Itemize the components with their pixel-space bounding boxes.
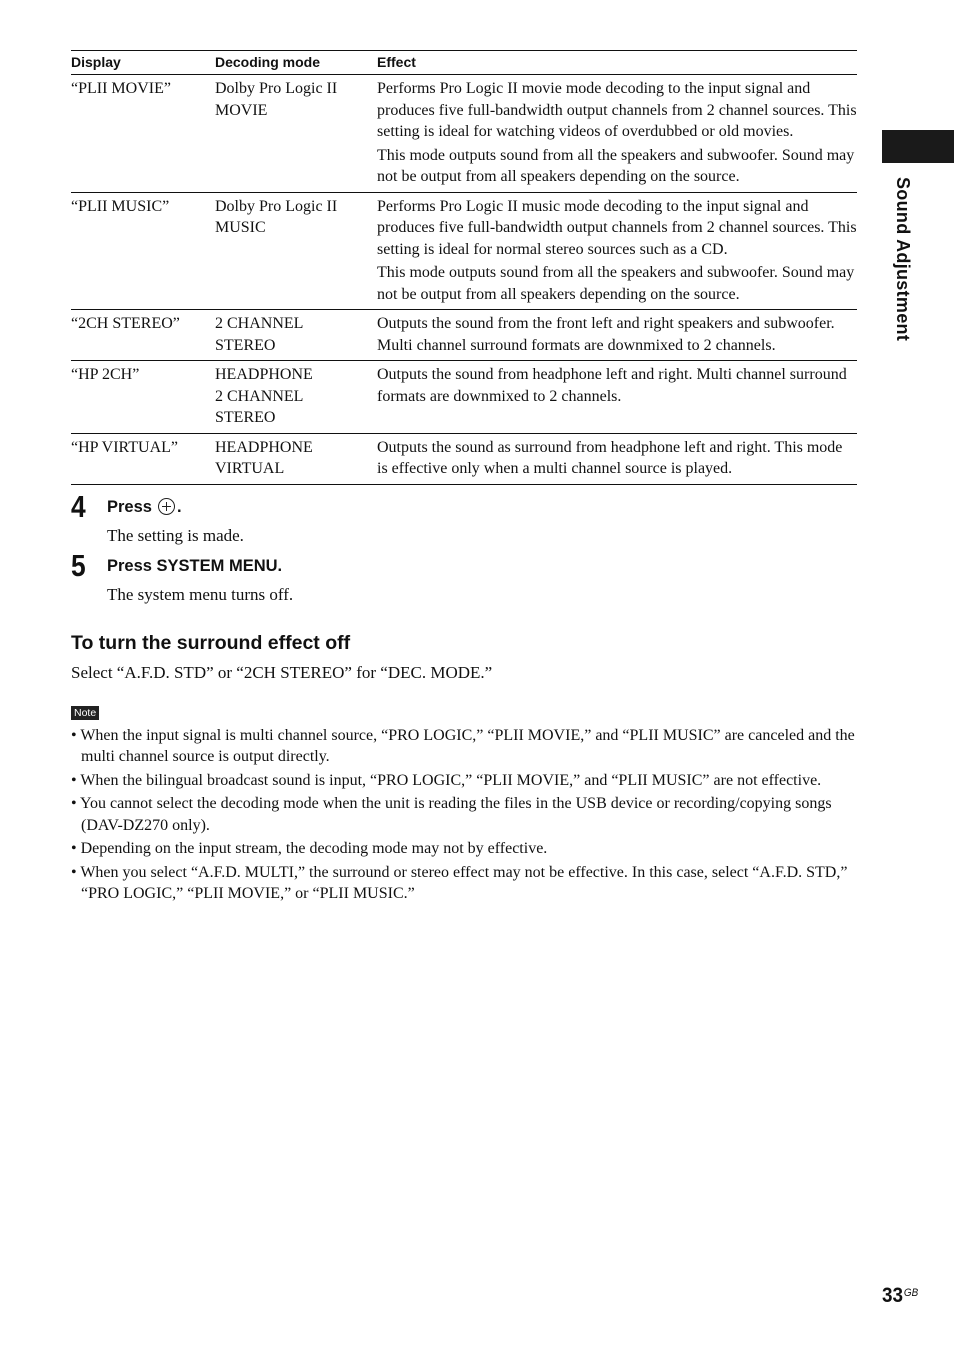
step-description: The system menu turns off. [107,584,294,604]
decoding-mode-table [71,50,857,485]
step-title-text: Press [107,497,152,516]
step-number: 5 [71,547,86,583]
effect-text: This mode outputs sound from all the speakers and subwoofer. Sound may not be output from all speakers depending on the source. [377,146,855,185]
mode-line: 2 CHANNEL [215,387,304,405]
cell-mode [215,192,377,310]
list-item: • Depending on the input stream, the decoding mode may not by effective. [71,838,857,860]
header-decoding-mode: Decoding mode [215,51,377,75]
list-item: • When the bilingual broadcast sound is input, “PRO LOGIC,” “PLII MOVIE,” and “PLII MUSIC” are not effective. [71,770,857,792]
page-number-value: 33 [882,1284,904,1307]
list-item: • When you select “A.F.D. MULTI,” the surround or stereo effect may not be effective. In this case, select “A.F.D. STD,” “PRO LOGIC,” “PLII MOVIE,” or “PLII MUSIC.” [71,862,857,905]
effect-text: Performs Pro Logic II movie mode decoding to the input signal and produces five full-bandwidth output channels from 2 channel sources. This setting is ideal for watching videos of overdubbed or old movies. [377,80,857,140]
step-description: The setting is made. [107,525,244,545]
mode-line: STEREO [215,409,276,426]
cell-display: “PLII MUSIC” [71,192,215,310]
cell-effect [377,192,857,310]
effect-text: Performs Pro Logic II music mode decoding to the input signal and produces five full-bandwidth output channels from 2 channel sources. This setting is ideal for normal stereo sources such as a CD. [377,197,857,258]
mode-line: HEADPHONE [215,438,313,456]
mode-line: Dolby Pro Logic II [215,80,338,97]
header-display: Display [71,51,215,75]
step-number: 4 [71,488,86,524]
mode-line: Dolby Pro Logic II [215,197,338,215]
cell-display: “HP 2CH” [71,361,215,434]
note-badge: Note [71,706,99,720]
table-row [71,192,857,310]
table-row [71,433,857,484]
mode-line: 2 CHANNEL [215,315,304,332]
mode-line: STEREO [215,336,276,354]
list-item: • When the input signal is multi channel source, “PRO LOGIC,” “PLII MOVIE,” and “PLII MUSIC” are canceled and the multi channel source is output directly. [71,725,857,768]
effect-text: This mode outputs sound from all the speakers and subwoofer. Sound may not be output from all speakers depending on the source. [377,264,855,303]
cell-mode [215,361,377,434]
note-list [71,725,857,905]
cell-display: “HP VIRTUAL” [71,433,215,484]
list-item: • You cannot select the decoding mode when the unit is reading the files in the USB device or recording/copying songs (DAV-DZ270 only). [71,793,857,836]
table-row [71,310,857,361]
table-row [71,361,857,434]
effect-text: Outputs the sound from the front left and right speakers and subwoofer. Multi channel surround formats are downmixed to 2 channels. [377,315,835,354]
mode-line: MUSIC [215,219,266,236]
header-effect: Effect [377,51,857,75]
page-content [71,50,857,907]
effect-text: Outputs the sound from headphone left and right. Multi channel surround formats are downmixed to 2 channels. [377,366,847,405]
table-row [71,75,857,193]
cell-effect [377,310,857,361]
cell-effect [377,361,857,434]
cell-mode [215,310,377,361]
step-5 [71,547,857,607]
cell-mode [215,75,377,193]
step-title [107,495,857,519]
mode-line: HEADPHONE [215,366,313,383]
section-heading: To turn the surround effect off [71,631,351,654]
cell-effect [377,433,857,484]
page-number-suffix: GB [903,1287,919,1299]
mode-line: MOVIE [215,101,268,119]
step-title: Press SYSTEM MENU. [107,556,283,575]
section-side-label: Sound Adjustment [893,177,913,342]
step-title-suffix: . [176,497,182,516]
step-4 [71,488,857,548]
enter-button-icon [158,498,175,515]
mode-line: VIRTUAL [215,460,285,477]
cell-effect [377,75,857,193]
cell-mode [215,433,377,484]
cell-display: “2CH STEREO” [71,310,215,361]
table-header-row [71,51,857,75]
cell-display: “PLII MOVIE” [71,75,215,193]
section-text: Select “A.F.D. STD” or “2CH STEREO” for “DEC. MODE.” [71,662,493,682]
page-number [882,1284,918,1308]
effect-text: Outputs the sound as surround from headphone left and right. This mode is effective only when a multi channel source is played. [377,438,843,477]
section-tab-marker [882,130,954,163]
